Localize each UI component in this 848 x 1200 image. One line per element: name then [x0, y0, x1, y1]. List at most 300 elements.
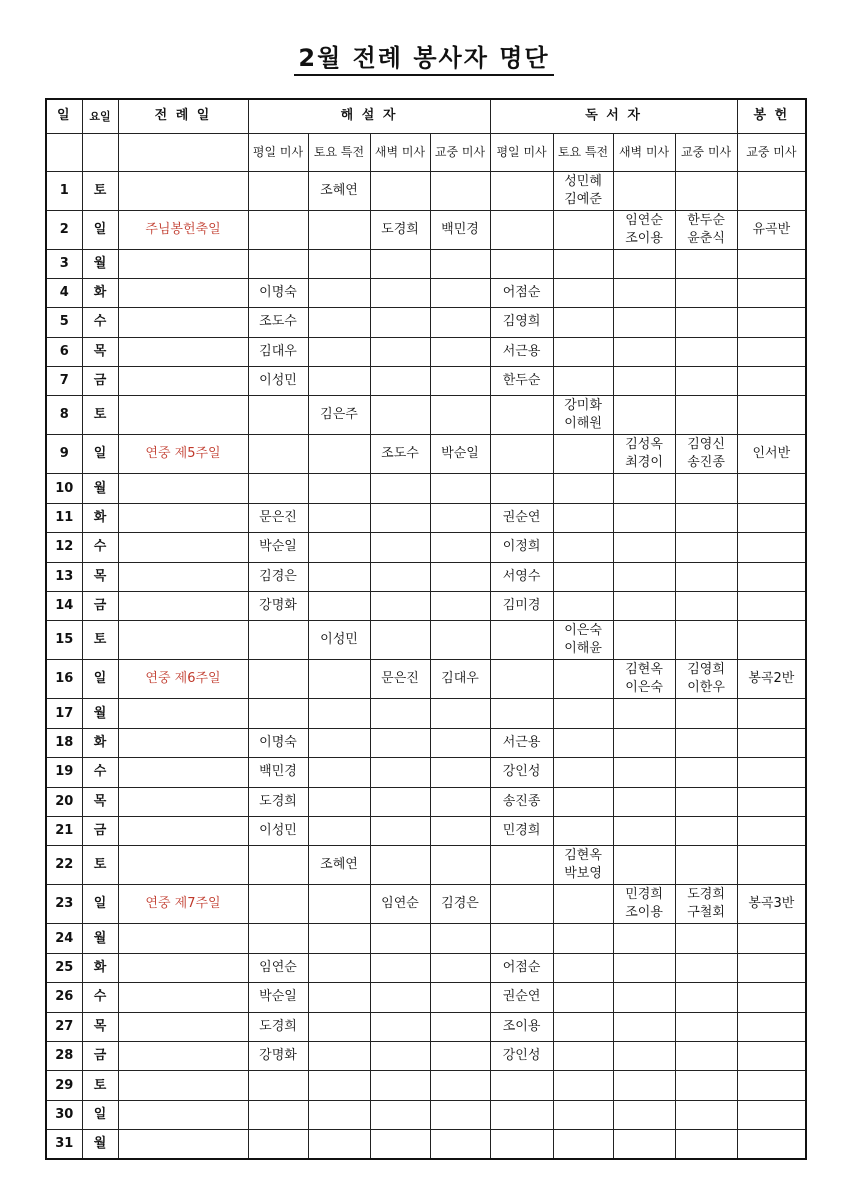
commentator-weekday	[248, 1071, 308, 1100]
table-row	[46, 249, 806, 278]
commentator-dawn	[370, 396, 430, 435]
reader-main-name: 이한우	[687, 680, 725, 696]
reader-main	[675, 278, 737, 307]
day-cell: 28	[46, 1041, 82, 1070]
offering-cell	[737, 592, 806, 621]
offering-cell	[737, 562, 806, 591]
commentator-dawn	[370, 1100, 430, 1129]
reader-dawn	[613, 1071, 675, 1100]
reader-dawn	[613, 1012, 675, 1041]
weekday-cell: 화	[82, 953, 118, 982]
liturgy-cell	[118, 1012, 248, 1041]
liturgy-cell: 연중 제7주일	[118, 885, 248, 924]
commentator-saturday	[308, 337, 370, 366]
reader-saturday-name: 이해윤	[564, 641, 602, 657]
weekday-cell: 월	[82, 699, 118, 728]
weekday-cell: 일	[82, 210, 118, 249]
reader-dawn	[613, 474, 675, 503]
reader-main	[675, 474, 737, 503]
commentator-weekday: 강명화	[248, 592, 308, 621]
reader-dawn	[613, 249, 675, 278]
reader-weekday	[490, 885, 553, 924]
offering-cell	[737, 249, 806, 278]
commentator-saturday: 조혜연	[308, 846, 370, 885]
commentator-weekday	[248, 210, 308, 249]
reader-weekday	[490, 396, 553, 435]
commentator-weekday	[248, 249, 308, 278]
reader-dawn	[613, 758, 675, 787]
reader-saturday-name: 이해원	[564, 416, 602, 432]
reader-weekday: 김영희	[490, 308, 553, 337]
reader-weekday	[490, 1071, 553, 1100]
reader-saturday	[553, 171, 613, 210]
day-cell: 14	[46, 592, 82, 621]
commentator-saturday	[308, 1100, 370, 1129]
weekday-cell: 목	[82, 1012, 118, 1041]
liturgy-cell	[118, 533, 248, 562]
subheader-blank	[46, 133, 82, 171]
reader-main-name: 김영희	[687, 662, 725, 678]
table-row	[46, 210, 806, 249]
commentator-saturday	[308, 728, 370, 757]
weekday-cell: 토	[82, 621, 118, 660]
offering-cell	[737, 278, 806, 307]
reader-dawn	[613, 210, 675, 249]
weekday-cell: 목	[82, 562, 118, 591]
commentator-saturday: 조혜연	[308, 171, 370, 210]
reader-saturday	[553, 953, 613, 982]
weekday-cell: 일	[82, 435, 118, 474]
commentator-weekday: 김대우	[248, 337, 308, 366]
commentator-main	[430, 728, 490, 757]
day-cell: 13	[46, 562, 82, 591]
reader-dawn	[613, 533, 675, 562]
subheader-cell: 교중 미사	[675, 133, 737, 171]
weekday-cell: 화	[82, 278, 118, 307]
commentator-main	[430, 308, 490, 337]
reader-dawn-name: 조이용	[625, 230, 663, 246]
liturgy-cell: 연중 제5주일	[118, 435, 248, 474]
commentator-saturday	[308, 953, 370, 982]
commentator-weekday: 도경희	[248, 1012, 308, 1041]
reader-saturday	[553, 396, 613, 435]
day-cell: 10	[46, 474, 82, 503]
reader-weekday: 서근용	[490, 337, 553, 366]
reader-weekday: 어점순	[490, 953, 553, 982]
commentator-saturday	[308, 787, 370, 816]
reader-dawn	[613, 435, 675, 474]
header-row	[46, 99, 806, 133]
offering-cell	[737, 846, 806, 885]
reader-weekday: 강인성	[490, 758, 553, 787]
commentator-saturday	[308, 592, 370, 621]
table-row	[46, 953, 806, 982]
subheader-cell: 평일 미사	[248, 133, 308, 171]
header-commentator: 해 설 자	[248, 99, 490, 133]
reader-dawn	[613, 953, 675, 982]
table-row	[46, 699, 806, 728]
weekday-cell: 수	[82, 983, 118, 1012]
commentator-main	[430, 758, 490, 787]
weekday-cell: 화	[82, 503, 118, 532]
reader-saturday	[553, 924, 613, 953]
liturgy-cell	[118, 1130, 248, 1159]
commentator-dawn: 문은진	[370, 660, 430, 699]
commentator-weekday: 이성민	[248, 816, 308, 845]
offering-cell	[737, 758, 806, 787]
commentator-dawn	[370, 337, 430, 366]
reader-saturday-name: 김예준	[564, 191, 602, 207]
commentator-weekday	[248, 885, 308, 924]
table-row	[46, 728, 806, 757]
commentator-saturday	[308, 533, 370, 562]
table-row	[46, 816, 806, 845]
commentator-main	[430, 953, 490, 982]
liturgy-cell	[118, 562, 248, 591]
reader-saturday-name: 성민혜	[564, 173, 602, 189]
day-cell: 20	[46, 787, 82, 816]
reader-saturday	[553, 983, 613, 1012]
commentator-saturday	[308, 367, 370, 396]
reader-dawn	[613, 621, 675, 660]
liturgy-cell	[118, 396, 248, 435]
offering-cell	[737, 171, 806, 210]
reader-weekday	[490, 1130, 553, 1159]
commentator-saturday	[308, 249, 370, 278]
reader-saturday	[553, 1041, 613, 1070]
day-cell: 7	[46, 367, 82, 396]
commentator-dawn	[370, 503, 430, 532]
reader-main	[675, 533, 737, 562]
day-cell: 9	[46, 435, 82, 474]
commentator-dawn: 도경희	[370, 210, 430, 249]
reader-saturday	[553, 249, 613, 278]
offering-cell	[737, 816, 806, 845]
commentator-main	[430, 367, 490, 396]
commentator-saturday	[308, 278, 370, 307]
table-row	[46, 924, 806, 953]
subheader-cell: 교중 미사	[737, 133, 806, 171]
weekday-cell: 목	[82, 337, 118, 366]
reader-dawn-name: 김현옥	[625, 662, 663, 678]
commentator-dawn	[370, 758, 430, 787]
reader-main	[675, 210, 737, 249]
reader-main-name: 구철회	[687, 905, 725, 921]
reader-weekday: 권순연	[490, 983, 553, 1012]
table-row	[46, 278, 806, 307]
reader-saturday-name: 이은숙	[564, 623, 602, 639]
commentator-dawn	[370, 983, 430, 1012]
reader-dawn	[613, 699, 675, 728]
table-row	[46, 435, 806, 474]
reader-main	[675, 503, 737, 532]
table-row	[46, 885, 806, 924]
commentator-main	[430, 592, 490, 621]
commentator-dawn	[370, 592, 430, 621]
reader-saturday	[553, 1130, 613, 1159]
reader-saturday	[553, 846, 613, 885]
offering-cell	[737, 533, 806, 562]
commentator-dawn	[370, 562, 430, 591]
offering-cell	[737, 337, 806, 366]
reader-main	[675, 953, 737, 982]
day-cell: 21	[46, 816, 82, 845]
reader-dawn	[613, 337, 675, 366]
commentator-dawn	[370, 533, 430, 562]
table-row	[46, 758, 806, 787]
liturgy-cell	[118, 846, 248, 885]
weekday-cell: 일	[82, 1100, 118, 1129]
commentator-dawn	[370, 1071, 430, 1100]
subheader-cell: 교중 미사	[430, 133, 490, 171]
reader-main	[675, 699, 737, 728]
weekday-cell: 토	[82, 846, 118, 885]
liturgy-cell	[118, 171, 248, 210]
day-cell: 27	[46, 1012, 82, 1041]
table-row	[46, 474, 806, 503]
commentator-dawn	[370, 846, 430, 885]
commentator-main	[430, 1130, 490, 1159]
weekday-cell: 일	[82, 885, 118, 924]
commentator-dawn: 임연순	[370, 885, 430, 924]
commentator-main	[430, 171, 490, 210]
commentator-main	[430, 924, 490, 953]
table-row	[46, 621, 806, 660]
reader-dawn-name: 임연순	[625, 212, 663, 228]
liturgy-cell	[118, 1071, 248, 1100]
commentator-main	[430, 474, 490, 503]
reader-saturday	[553, 699, 613, 728]
offering-cell	[737, 1100, 806, 1129]
table-row	[46, 787, 806, 816]
reader-main-name: 김영신	[687, 437, 725, 453]
reader-saturday	[553, 562, 613, 591]
commentator-main	[430, 787, 490, 816]
commentator-dawn	[370, 1012, 430, 1041]
day-cell: 17	[46, 699, 82, 728]
commentator-saturday	[308, 758, 370, 787]
commentator-weekday	[248, 396, 308, 435]
day-cell: 16	[46, 660, 82, 699]
reader-main	[675, 758, 737, 787]
offering-cell	[737, 728, 806, 757]
table-row	[46, 308, 806, 337]
offering-cell: 봉곡2반	[737, 660, 806, 699]
reader-dawn	[613, 562, 675, 591]
commentator-weekday	[248, 1130, 308, 1159]
reader-saturday	[553, 592, 613, 621]
commentator-weekday: 백민경	[248, 758, 308, 787]
commentator-weekday	[248, 171, 308, 210]
reader-saturday	[553, 210, 613, 249]
reader-main	[675, 885, 737, 924]
day-cell: 3	[46, 249, 82, 278]
reader-main	[675, 621, 737, 660]
table-row	[46, 503, 806, 532]
commentator-main: 박순일	[430, 435, 490, 474]
subheader-blank	[82, 133, 118, 171]
reader-saturday	[553, 533, 613, 562]
liturgy-cell	[118, 592, 248, 621]
commentator-saturday	[308, 885, 370, 924]
weekday-cell: 일	[82, 660, 118, 699]
offering-cell	[737, 983, 806, 1012]
liturgy-cell	[118, 503, 248, 532]
reader-dawn	[613, 592, 675, 621]
weekday-cell: 금	[82, 592, 118, 621]
commentator-main: 백민경	[430, 210, 490, 249]
reader-weekday	[490, 924, 553, 953]
weekday-cell: 금	[82, 1041, 118, 1070]
commentator-dawn	[370, 953, 430, 982]
reader-main	[675, 562, 737, 591]
reader-weekday	[490, 660, 553, 699]
reader-main-name: 송진종	[687, 455, 725, 471]
commentator-main	[430, 278, 490, 307]
table-row	[46, 367, 806, 396]
weekday-cell: 금	[82, 367, 118, 396]
reader-weekday	[490, 249, 553, 278]
subheader-cell: 평일 미사	[490, 133, 553, 171]
commentator-saturday	[308, 474, 370, 503]
reader-dawn	[613, 924, 675, 953]
reader-dawn	[613, 885, 675, 924]
reader-main	[675, 1041, 737, 1070]
reader-saturday	[553, 337, 613, 366]
liturgy-cell	[118, 367, 248, 396]
reader-saturday-name: 박보영	[564, 866, 602, 882]
reader-weekday: 서근용	[490, 728, 553, 757]
day-cell: 26	[46, 983, 82, 1012]
commentator-dawn	[370, 249, 430, 278]
reader-saturday-name: 김현옥	[564, 848, 602, 864]
commentator-weekday: 강명화	[248, 1041, 308, 1070]
commentator-saturday	[308, 1012, 370, 1041]
reader-weekday: 강인성	[490, 1041, 553, 1070]
reader-dawn	[613, 308, 675, 337]
reader-main	[675, 1100, 737, 1129]
weekday-cell: 화	[82, 728, 118, 757]
commentator-weekday: 박순일	[248, 533, 308, 562]
weekday-cell: 토	[82, 171, 118, 210]
reader-weekday	[490, 171, 553, 210]
commentator-main	[430, 337, 490, 366]
commentator-weekday: 박순일	[248, 983, 308, 1012]
commentator-main	[430, 621, 490, 660]
reader-weekday: 김미경	[490, 592, 553, 621]
header-offering: 봉 헌	[737, 99, 806, 133]
reader-main	[675, 1012, 737, 1041]
commentator-weekday	[248, 435, 308, 474]
commentator-weekday	[248, 924, 308, 953]
reader-weekday	[490, 846, 553, 885]
reader-dawn-name: 김성옥	[625, 437, 663, 453]
commentator-saturday: 이성민	[308, 621, 370, 660]
commentator-weekday	[248, 699, 308, 728]
commentator-main	[430, 699, 490, 728]
commentator-dawn	[370, 1130, 430, 1159]
commentator-weekday	[248, 621, 308, 660]
commentator-saturday	[308, 660, 370, 699]
table-row	[46, 1071, 806, 1100]
commentator-main: 김대우	[430, 660, 490, 699]
reader-saturday	[553, 278, 613, 307]
reader-main	[675, 1071, 737, 1100]
reader-main	[675, 660, 737, 699]
offering-cell	[737, 699, 806, 728]
reader-weekday	[490, 435, 553, 474]
liturgy-cell	[118, 728, 248, 757]
subheader-cell: 새벽 미사	[613, 133, 675, 171]
liturgy-cell	[118, 699, 248, 728]
offering-cell: 유곡반	[737, 210, 806, 249]
reader-main	[675, 592, 737, 621]
table-row	[46, 983, 806, 1012]
reader-saturday	[553, 787, 613, 816]
offering-cell	[737, 308, 806, 337]
reader-main	[675, 308, 737, 337]
commentator-saturday	[308, 699, 370, 728]
offering-cell	[737, 1041, 806, 1070]
commentator-dawn	[370, 308, 430, 337]
reader-dawn-name: 민경희	[625, 887, 663, 903]
commentator-dawn	[370, 278, 430, 307]
liturgy-cell	[118, 278, 248, 307]
day-cell: 4	[46, 278, 82, 307]
reader-saturday	[553, 885, 613, 924]
liturgy-cell	[118, 621, 248, 660]
reader-weekday	[490, 1100, 553, 1129]
day-cell: 23	[46, 885, 82, 924]
reader-saturday	[553, 728, 613, 757]
reader-main	[675, 816, 737, 845]
commentator-weekday	[248, 846, 308, 885]
commentator-dawn: 조도수	[370, 435, 430, 474]
day-cell: 8	[46, 396, 82, 435]
reader-dawn	[613, 171, 675, 210]
liturgy-cell: 주님봉헌축일	[118, 210, 248, 249]
weekday-cell: 수	[82, 533, 118, 562]
commentator-main	[430, 846, 490, 885]
commentator-weekday: 김경은	[248, 562, 308, 591]
reader-saturday	[553, 1071, 613, 1100]
commentator-saturday	[308, 503, 370, 532]
commentator-main	[430, 1071, 490, 1100]
commentator-main	[430, 1041, 490, 1070]
table-row	[46, 171, 806, 210]
reader-weekday: 어점순	[490, 278, 553, 307]
commentator-saturday	[308, 562, 370, 591]
table-row	[46, 1012, 806, 1041]
liturgy-cell	[118, 474, 248, 503]
day-cell: 15	[46, 621, 82, 660]
commentator-weekday: 문은진	[248, 503, 308, 532]
offering-cell	[737, 1012, 806, 1041]
reader-main	[675, 846, 737, 885]
day-cell: 29	[46, 1071, 82, 1100]
commentator-weekday: 이명숙	[248, 278, 308, 307]
reader-weekday: 서영수	[490, 562, 553, 591]
liturgy-cell	[118, 758, 248, 787]
subheader-cell: 새벽 미사	[370, 133, 430, 171]
weekday-cell: 토	[82, 1071, 118, 1100]
reader-dawn	[613, 787, 675, 816]
liturgy-cell	[118, 1041, 248, 1070]
reader-dawn	[613, 278, 675, 307]
table-row	[46, 1130, 806, 1159]
day-cell: 5	[46, 308, 82, 337]
reader-main-name: 한두순	[687, 212, 725, 228]
